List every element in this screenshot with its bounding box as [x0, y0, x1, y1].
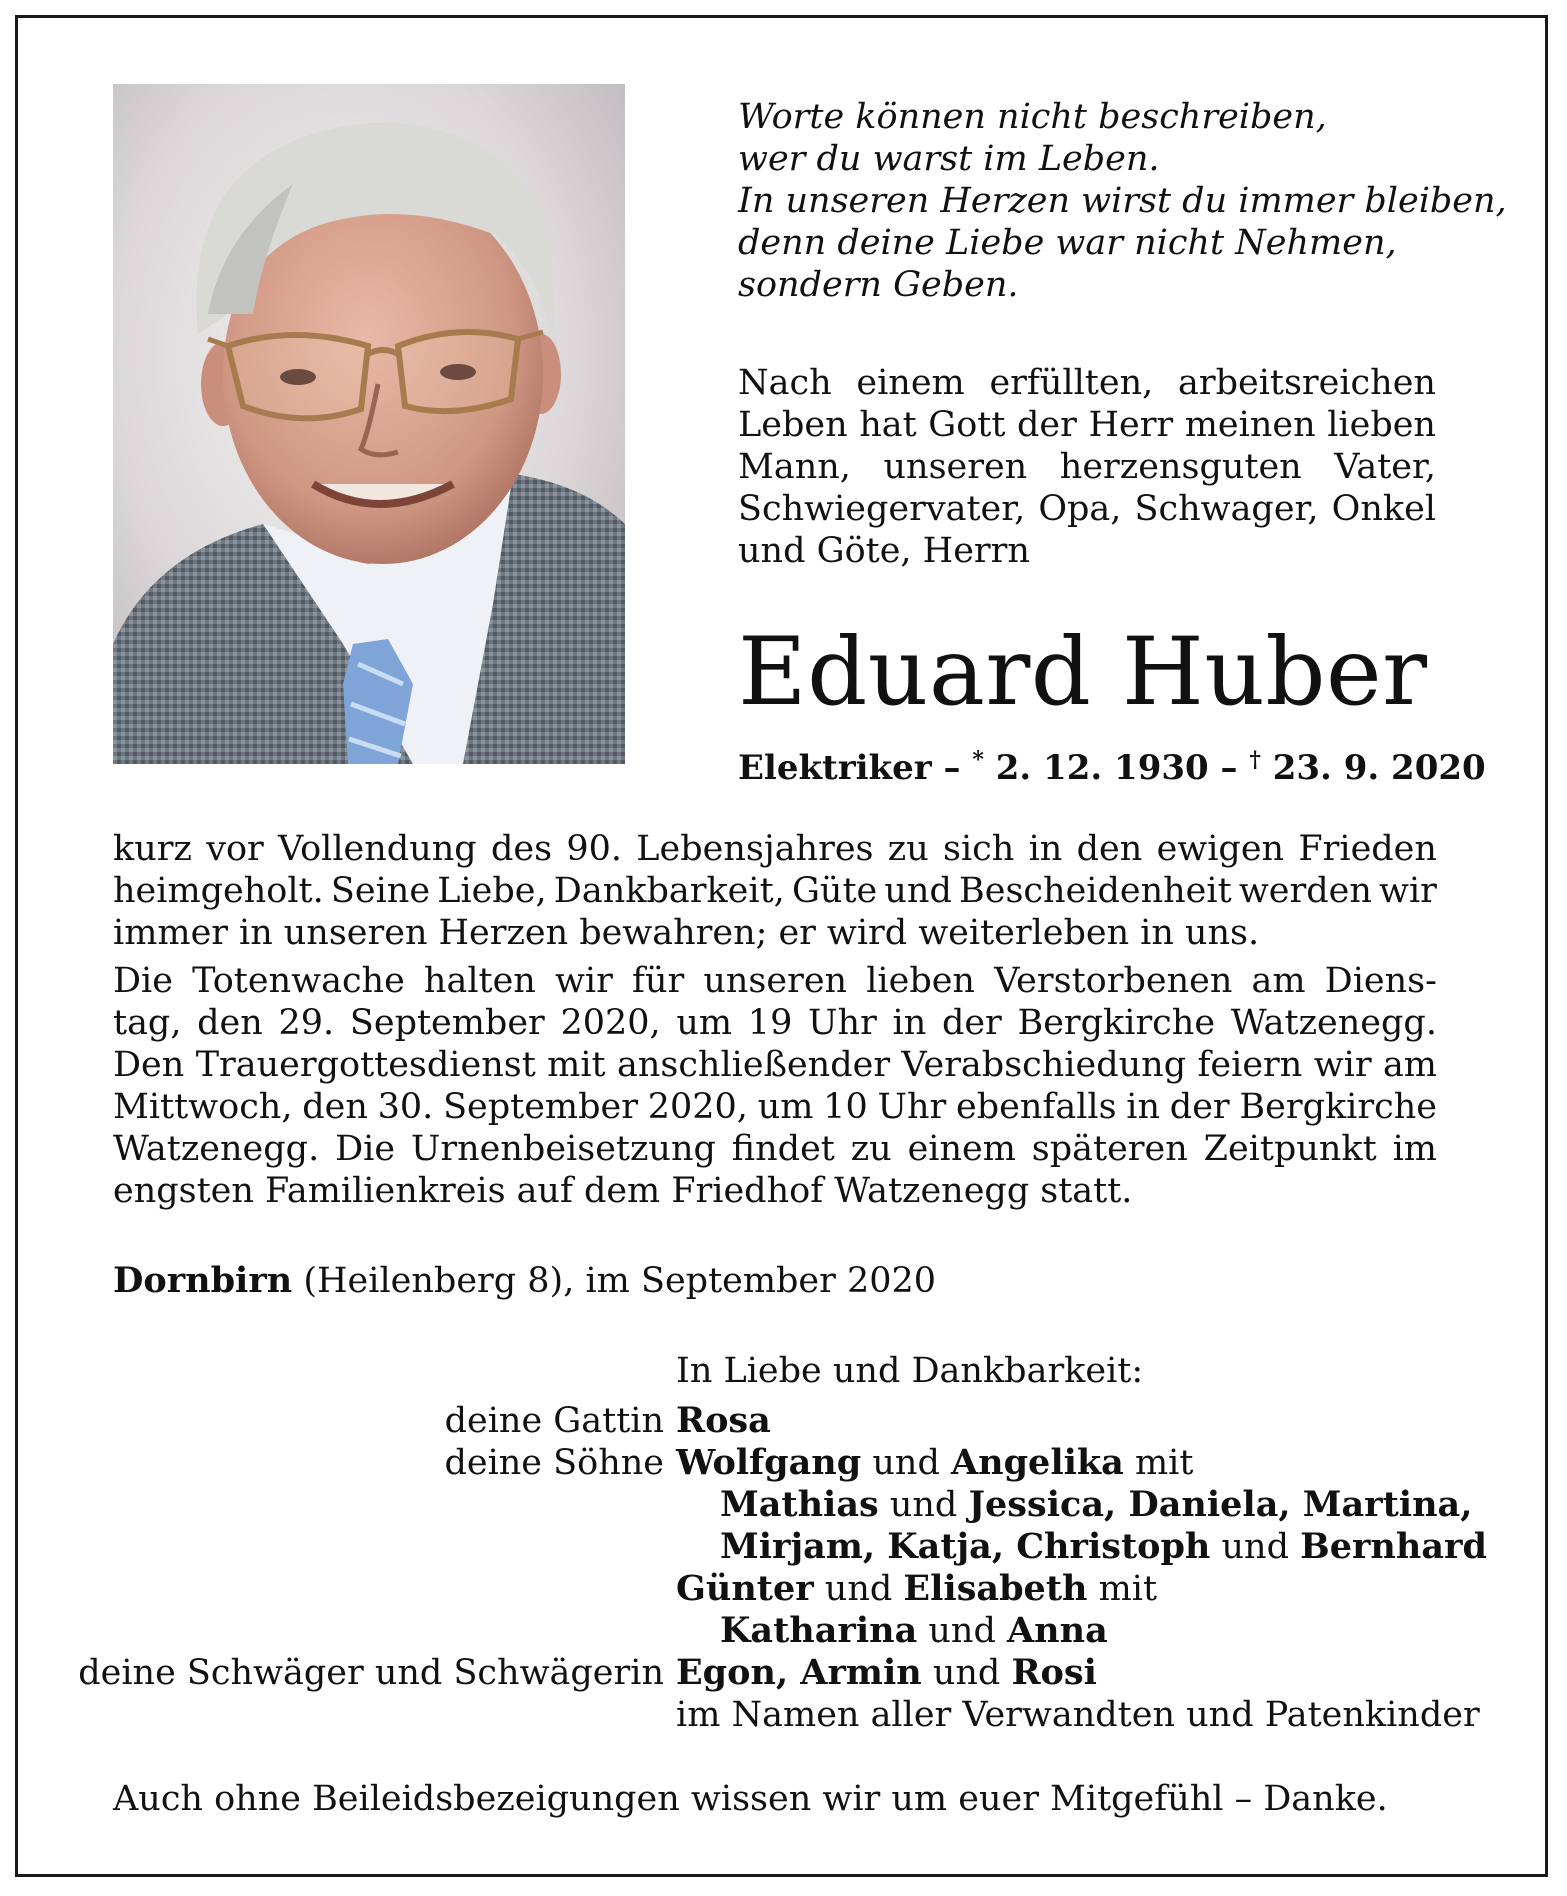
- word: sich: [943, 829, 1015, 869]
- word: im: [1392, 1129, 1437, 1169]
- word: zu: [887, 829, 929, 869]
- text-line: [113, 1002, 1437, 1044]
- death-symbol: †: [1249, 747, 1261, 773]
- word: Dankbarkeit,: [553, 871, 785, 911]
- memorial-poem: [738, 96, 1507, 306]
- word: Den: [113, 1045, 185, 1085]
- word: September: [349, 1003, 545, 1043]
- word: Leben: [738, 405, 848, 445]
- word: 2020,: [560, 1003, 661, 1043]
- word: in: [1028, 829, 1063, 869]
- text-line: [113, 1044, 1437, 1086]
- connector: und: [813, 1569, 904, 1609]
- word: der: [1017, 405, 1077, 445]
- connector: und: [917, 1611, 1008, 1651]
- mourner-line: [720, 1610, 1108, 1652]
- city: Dornbirn: [113, 1260, 293, 1301]
- word: in: [892, 1003, 927, 1043]
- connector: und: [861, 1443, 951, 1483]
- mourner-name: Mirjam, Katja, Christoph: [720, 1526, 1211, 1567]
- text-line: [113, 870, 1437, 912]
- word: Diens-: [1324, 961, 1437, 1001]
- mourner-name: Egon, Armin: [676, 1652, 922, 1693]
- word: dem: [583, 1171, 661, 1211]
- intro-line: [738, 446, 1436, 488]
- mourner-line: [676, 1652, 1097, 1694]
- relatives-note: im Namen aller Verwandten und Patenkinder: [676, 1695, 1480, 1735]
- word: anschließender: [616, 1045, 891, 1085]
- word: uns.: [1184, 913, 1260, 953]
- word: Trauergottesdienst: [195, 1045, 536, 1085]
- word: Vater,: [1334, 447, 1436, 487]
- mourner-name: [676, 1400, 771, 1442]
- word: wir: [1379, 871, 1437, 911]
- word: September: [443, 1087, 638, 1127]
- word: Watzenegg: [834, 1171, 1030, 1211]
- word: er: [778, 913, 816, 953]
- word: Uhr: [877, 1087, 947, 1127]
- poem-line: Worte können nicht beschreiben,: [738, 97, 1327, 137]
- relation-label: deine Schwäger und Schwägerin: [78, 1653, 664, 1693]
- word: auf: [516, 1171, 573, 1211]
- word: Mann,: [738, 447, 851, 487]
- word: erfüllten,: [989, 363, 1154, 403]
- mourner-name: Günter: [676, 1568, 814, 1609]
- intro-line: [738, 404, 1436, 446]
- word: feiern: [1197, 1045, 1303, 1085]
- word: den: [1076, 829, 1143, 869]
- connector: und: [878, 1485, 969, 1525]
- word: und Göte, Herrn: [738, 531, 1030, 571]
- word: lieben: [866, 961, 975, 1001]
- word: 19: [747, 1003, 793, 1043]
- text-line: [113, 1128, 1437, 1170]
- word: Zeitpunkt: [1203, 1129, 1377, 1169]
- word: Herzen: [438, 913, 569, 953]
- birth-symbol: *: [972, 747, 984, 773]
- relation-label: deine Gattin: [444, 1401, 664, 1441]
- word: ewigen: [1156, 829, 1285, 869]
- word: Vollendung: [278, 829, 477, 869]
- word: arbeitsreichen: [1177, 363, 1436, 403]
- word: Onkel: [1331, 489, 1436, 529]
- relation-label: deine Söhne: [444, 1443, 664, 1483]
- word: hat: [859, 405, 917, 445]
- mourner-name: Katharina: [720, 1610, 918, 1651]
- word: einem: [856, 363, 965, 403]
- dash: –: [931, 748, 973, 788]
- word: lieben: [1327, 405, 1436, 445]
- poem-line: sondern Geben.: [738, 265, 1019, 305]
- intro-paragraph: [738, 362, 1436, 572]
- poem-line: denn deine Liebe war nicht Nehmen,: [738, 223, 1397, 263]
- word: in: [1140, 913, 1174, 953]
- connector: mit: [1087, 1569, 1158, 1609]
- word: Schwiegervater,: [738, 489, 1026, 529]
- word: Opa,: [1038, 489, 1122, 529]
- word: Liebe,: [437, 871, 547, 911]
- word: des: [490, 829, 553, 869]
- intro-line: [738, 488, 1436, 530]
- text-line: [113, 1086, 1437, 1128]
- connector: und: [921, 1653, 1012, 1693]
- word: Friedhof: [671, 1171, 824, 1211]
- word: Güte: [791, 871, 878, 911]
- word: und: [884, 871, 952, 911]
- dash: –: [1208, 748, 1250, 788]
- deceased-name: Eduard Huber: [738, 618, 1428, 727]
- word: 2020,: [647, 1087, 748, 1127]
- word: findet: [731, 1129, 835, 1169]
- deceased-dates: [738, 738, 1486, 790]
- birth-date: 2. 12. 1930: [983, 748, 1209, 788]
- word: 90.: [566, 829, 622, 869]
- word: späteren: [1031, 1129, 1188, 1169]
- word: Bescheidenheit: [959, 871, 1232, 911]
- word: unseren: [883, 447, 1028, 487]
- word: wir: [1313, 1045, 1372, 1085]
- poem-line: wer du warst im Leben.: [738, 139, 1160, 179]
- mourner-name: Wolfgang: [676, 1442, 862, 1483]
- main-text: [113, 828, 1437, 1212]
- text-line: [113, 1170, 1437, 1212]
- word: wir: [554, 961, 613, 1001]
- word: statt.: [1040, 1171, 1133, 1211]
- connector: und: [1210, 1527, 1301, 1567]
- word: der: [1169, 1087, 1230, 1127]
- mourners-heading: In Liebe und Dankbarkeit:: [676, 1351, 1144, 1391]
- word: am: [1382, 1045, 1437, 1085]
- word: wird: [826, 913, 908, 953]
- word: am: [1251, 961, 1306, 1001]
- word: Lebensjahres: [636, 829, 874, 869]
- word: Watzenegg.: [1230, 1003, 1437, 1043]
- word: um: [676, 1003, 733, 1043]
- connector: mit: [1123, 1443, 1194, 1483]
- word: Die: [113, 961, 173, 1001]
- word: bewahren;: [579, 913, 768, 953]
- place-and-date: [113, 1260, 936, 1302]
- word: Bergkirche: [1017, 1003, 1216, 1043]
- word: ebenfalls: [956, 1087, 1117, 1127]
- word: Urnenbeisetzung: [410, 1129, 716, 1169]
- word: halten: [423, 961, 536, 1001]
- word: Seine: [330, 871, 431, 911]
- word: tag,: [113, 1003, 182, 1043]
- word: Totenwache: [192, 961, 405, 1001]
- word: immer: [113, 913, 229, 953]
- word: engsten: [113, 1171, 254, 1211]
- word: um: [757, 1087, 814, 1127]
- mourner-name: Mathias: [720, 1484, 879, 1525]
- word: heimgeholt.: [113, 871, 324, 911]
- address-date: (Heilenberg 8), im September 2020: [292, 1261, 937, 1301]
- word: Familienkreis: [264, 1171, 506, 1211]
- word: Schwager,: [1134, 489, 1319, 529]
- mourner-name: Elisabeth: [903, 1568, 1088, 1609]
- mourner-name: Jessica, Daniela, Martina,: [968, 1484, 1473, 1525]
- mourner-name: Angelika: [950, 1442, 1124, 1483]
- text-line: [113, 960, 1437, 1002]
- word: Frieden: [1298, 829, 1437, 869]
- text-line: [113, 912, 1437, 954]
- word: vor: [206, 829, 264, 869]
- word: Uhr: [808, 1003, 877, 1043]
- word: Verabschiedung: [901, 1045, 1187, 1085]
- word: zu: [850, 1129, 892, 1169]
- word: der: [941, 1003, 1002, 1043]
- word: mit: [547, 1045, 606, 1085]
- word: den: [197, 1003, 263, 1043]
- word: 30.: [377, 1087, 434, 1127]
- word: 10: [823, 1087, 868, 1127]
- word: herzensguten: [1059, 447, 1302, 487]
- mourner-line: [676, 1442, 1193, 1484]
- word: Verstorbenen: [994, 961, 1233, 1001]
- intro-line: [738, 362, 1436, 404]
- death-date: 23. 9. 2020: [1260, 748, 1486, 788]
- poem-line: In unseren Herzen wirst du immer bleiben,: [738, 181, 1507, 221]
- word: weiterleben: [918, 913, 1130, 953]
- word: einem: [907, 1129, 1016, 1169]
- word: den: [302, 1087, 368, 1127]
- closing-line: Auch ohne Beileidsbezeigungen wissen wir um euer Mitgefühl – Danke.: [113, 1779, 1388, 1819]
- mourner-name: Bernhard: [1300, 1526, 1487, 1567]
- word: 29.: [278, 1003, 335, 1043]
- text-line: [113, 828, 1437, 870]
- word: in: [1126, 1087, 1161, 1127]
- mourner-line: [720, 1526, 1487, 1568]
- word: Die: [335, 1129, 396, 1169]
- mourner-name: Rosi: [1011, 1652, 1097, 1693]
- mourner-line: [676, 1568, 1157, 1610]
- word: Herr: [1088, 405, 1174, 445]
- portrait-photo: [113, 84, 625, 764]
- word: für: [631, 961, 685, 1001]
- mourner-line: [720, 1484, 1472, 1526]
- word: Mittwoch,: [113, 1087, 293, 1127]
- word: in: [239, 913, 273, 953]
- word: Watzenegg.: [113, 1129, 320, 1169]
- word: Nach: [738, 363, 832, 403]
- word: unseren: [703, 961, 848, 1001]
- mourner-name: Rosa: [676, 1400, 771, 1441]
- word: Gott: [928, 405, 1006, 445]
- word: unseren: [283, 913, 428, 953]
- profession: Elektriker: [738, 748, 932, 788]
- mourner-name: Anna: [1007, 1610, 1108, 1651]
- intro-line: [738, 530, 1436, 572]
- word: kurz: [113, 829, 192, 869]
- word: werden: [1238, 871, 1372, 911]
- word: meinen: [1184, 405, 1316, 445]
- word: Bergkirche: [1239, 1087, 1437, 1127]
